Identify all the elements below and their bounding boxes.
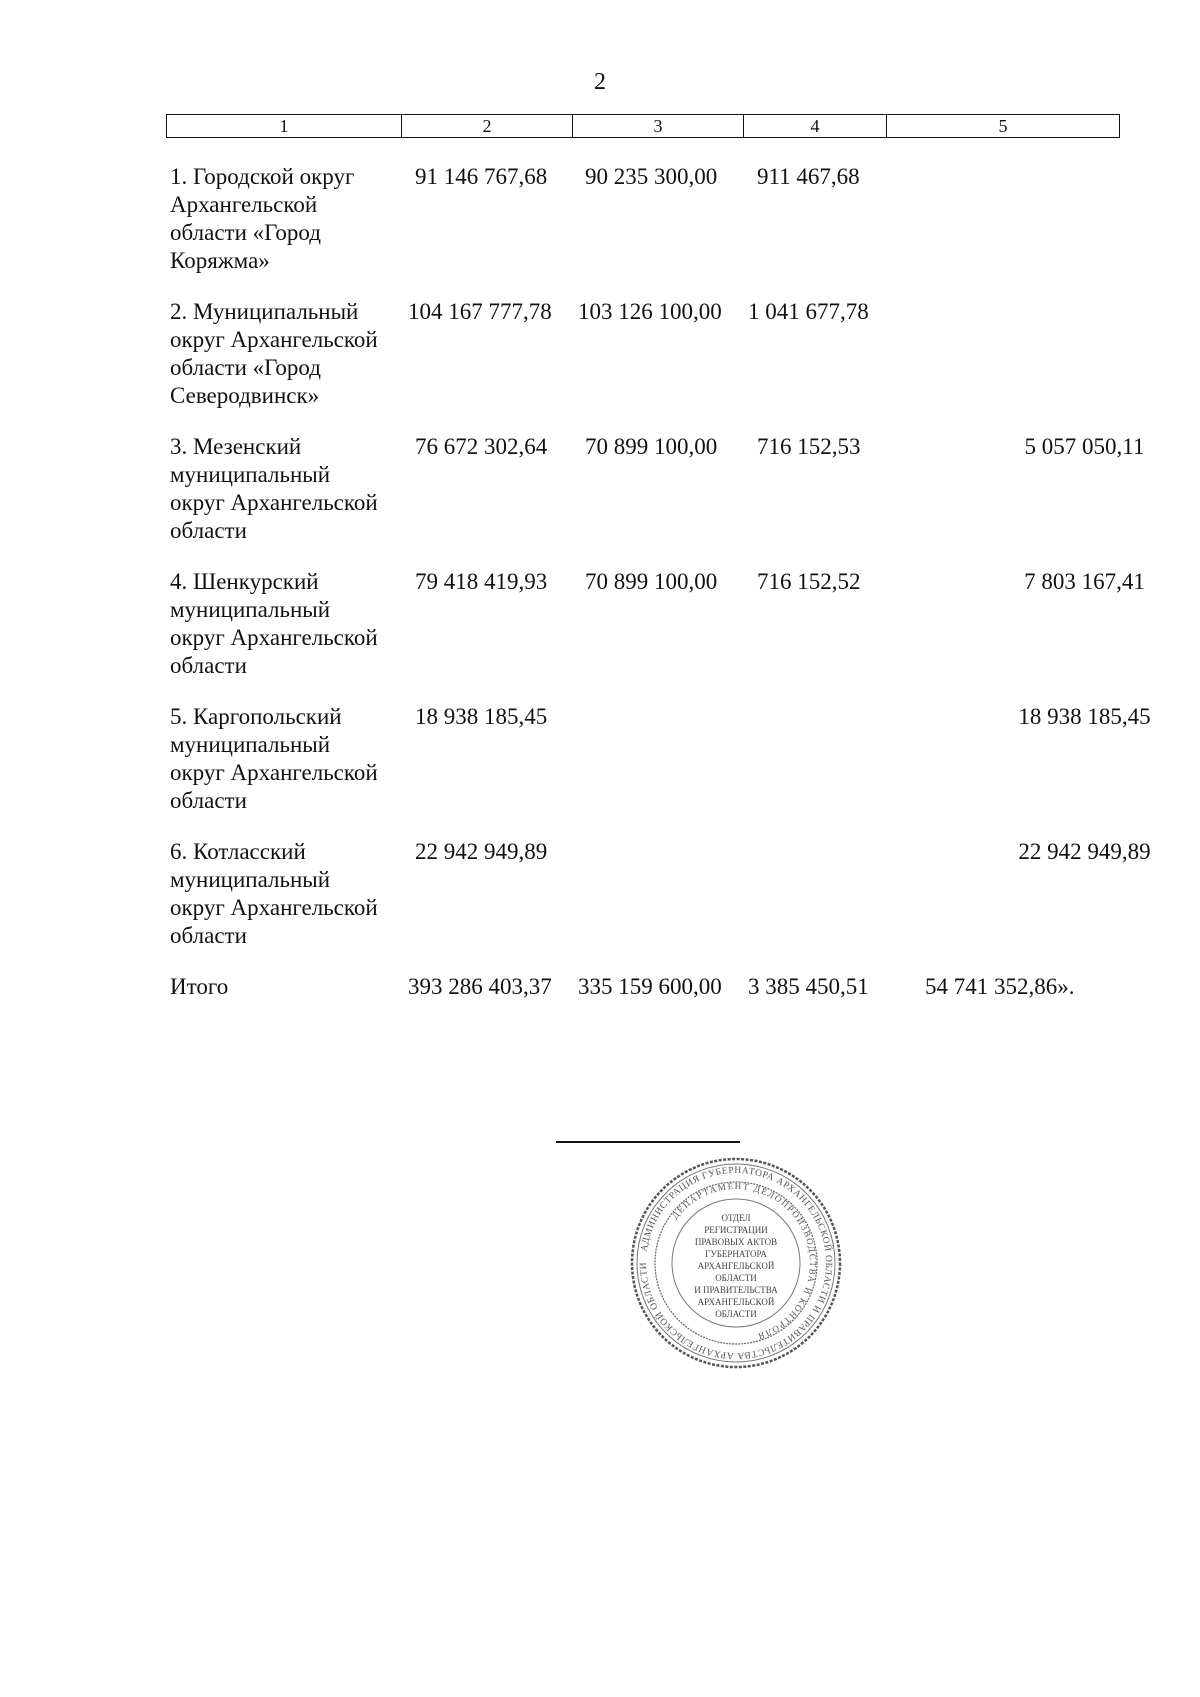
page-number: 2	[594, 69, 606, 95]
row-name	[170, 703, 395, 815]
row-name-line: области «Город	[170, 220, 321, 245]
row-name-line: округ Архангельской	[170, 490, 378, 515]
row-name-line: муниципальный	[170, 732, 331, 757]
row-col3-amount: 70 899 100,00	[585, 434, 718, 459]
seal-ring-text: АДМИНИСТРАЦИЯ ГУБЕРНАТОРА АРХАНГЕЛЬСКОЙ ОБЛАСТИ И ПРАВИТЕЛЬСТВА АРХАНГЕЛЬСКОЙ ОБЛАСТИ	[638, 1165, 834, 1361]
header-cell-3: 3	[573, 115, 744, 138]
row-col4-amount: 911 467,68	[757, 164, 860, 189]
total-col3-amount: 335 159 600,00	[578, 974, 722, 999]
row-total-amount: 22 942 949,89	[415, 839, 548, 864]
seal-center-line: ОБЛАСТИ	[715, 1309, 757, 1319]
row-name-line: 1. Городской округ	[170, 164, 355, 189]
row-name-line: муниципальный	[170, 597, 331, 622]
total-label: Итого	[170, 974, 229, 999]
row-total-amount: 91 146 767,68	[415, 164, 548, 189]
row-col5-amount: 7 803 167,41	[1024, 569, 1145, 594]
row-name-line: округ Архангельской	[170, 895, 378, 920]
row-name-line: 6. Котласский	[170, 839, 306, 864]
row-name-line: области	[170, 923, 247, 948]
row-name	[170, 298, 395, 410]
seal-graphic	[628, 1155, 844, 1371]
row-name	[170, 433, 395, 545]
header-cell-5: 5	[887, 115, 1120, 138]
header-cell-2: 2	[402, 115, 573, 138]
column-number-header	[166, 114, 1120, 138]
row-name-line: Коряжма»	[170, 248, 270, 273]
row-name-line: округ Архангельской	[170, 327, 378, 352]
row-col5-amount: 5 057 050,11	[1024, 434, 1145, 459]
row-name	[170, 838, 395, 950]
seal-center-line: АРХАНГЕЛЬСКОЙ	[697, 1261, 775, 1271]
row-name-line: муниципальный	[170, 867, 331, 892]
total-col5-amount: 54 741 352,86».	[925, 974, 1075, 999]
row-col3-amount: 70 899 100,00	[585, 569, 718, 594]
row-col3-amount: 103 126 100,00	[578, 299, 722, 324]
row-name-line: Архангельской	[170, 192, 318, 217]
row-col3-amount: 90 235 300,00	[585, 164, 718, 189]
seal-center-line: АРХАНГЕЛЬСКОЙ	[697, 1297, 775, 1307]
row-col5-amount: 18 938 185,45	[1018, 704, 1151, 729]
row-name-line: муниципальный	[170, 462, 331, 487]
row-total-amount: 104 167 777,78	[408, 299, 552, 324]
row-name-line: округ Архангельской	[170, 760, 378, 785]
seal-center-line: ОТДЕЛ	[721, 1213, 751, 1223]
seal-center-line: РЕГИСТРАЦИИ	[704, 1225, 768, 1235]
row-name	[170, 568, 395, 680]
row-name-line: 4. Шенкурский	[170, 569, 319, 594]
closing-separator-line	[556, 1141, 740, 1143]
row-name-line: 3. Мезенский	[170, 434, 302, 459]
row-name-line: области	[170, 518, 247, 543]
row-name-line: Северодвинск»	[170, 383, 320, 408]
row-name-line: 2. Муниципальный	[170, 299, 359, 324]
row-name-line: 5. Каргопольский	[170, 704, 342, 729]
row-name-line: области	[170, 653, 247, 678]
row-col4-amount: 1 041 677,78	[748, 299, 869, 324]
row-total-amount: 76 672 302,64	[415, 434, 548, 459]
row-col4-amount: 716 152,53	[757, 434, 861, 459]
total-col2-amount: 393 286 403,37	[408, 974, 552, 999]
row-col5-amount: 22 942 949,89	[1018, 839, 1151, 864]
row-total-amount: 79 418 419,93	[415, 569, 548, 594]
seal-center-line: ОБЛАСТИ	[715, 1273, 757, 1283]
official-seal	[628, 1155, 844, 1371]
seal-inner-arc-text: ДЕПАРТАМЕНТ ДЕЛОПРОИЗВОДСТВА И КОНТРОЛЯ	[669, 1180, 819, 1342]
total-col4-amount: 3 385 450,51	[748, 974, 869, 999]
seal-center-line: И ПРАВИТЕЛЬСТВА	[694, 1285, 778, 1295]
row-col4-amount: 716 152,52	[757, 569, 861, 594]
seal-center-line: ПРАВОВЫХ АКТОВ	[694, 1237, 778, 1247]
row-name-line: области «Город	[170, 355, 321, 380]
header-cell-1: 1	[167, 115, 402, 138]
seal-center-line: ГУБЕРНАТОРА	[705, 1249, 767, 1259]
row-name-line: области	[170, 788, 247, 813]
row-name	[170, 163, 395, 275]
header-cell-4: 4	[744, 115, 887, 138]
row-total-amount: 18 938 185,45	[415, 704, 548, 729]
row-name-line: округ Архангельской	[170, 625, 378, 650]
